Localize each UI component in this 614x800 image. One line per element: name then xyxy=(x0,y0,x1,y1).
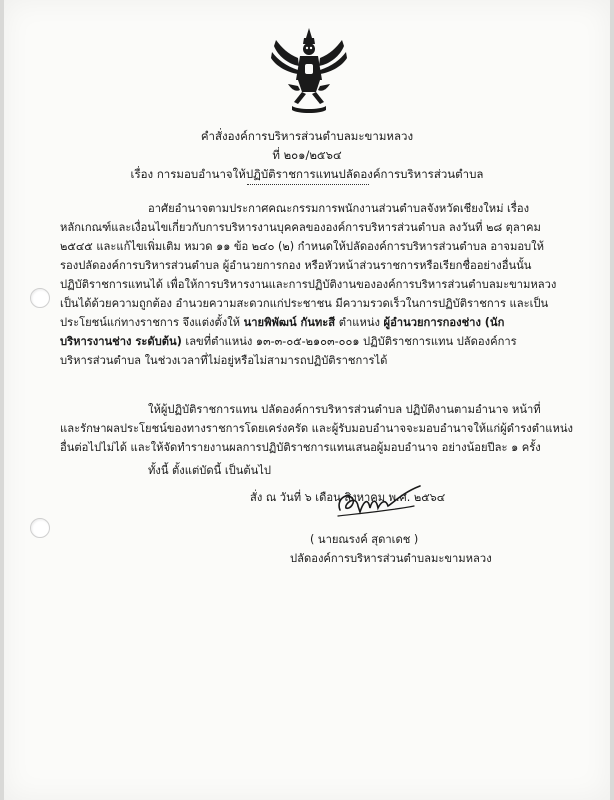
effective-statement: ทั้งนี้ ตั้งแต่บัดนี้ เป็นต้นไป xyxy=(148,464,272,477)
order-subject: เรื่อง การมอบอำนาจให้ปฏิบัติราชการแทนปลัดองค์การบริหารส่วนตำบล xyxy=(130,167,484,181)
order-number: ที่ ๒๐๑/๒๕๖๔ xyxy=(272,148,342,162)
signature xyxy=(334,480,426,522)
paragraph-line: อาศัยอำนาจตามประกาศคณะกรรมการพนักงานส่วนตำบลจังหวัดเชียงใหม่ เรื่อง xyxy=(148,202,530,215)
paragraph-line: หลักเกณฑ์และเงื่อนไขเกี่ยวกับการบริหารงานบุคคลขององค์การบริหารส่วนตำบล ลงวันที่ ๒๘ ตุลาคม xyxy=(60,221,541,234)
signer-title: ปลัดองค์การบริหารส่วนตำบลมะขามหลวง xyxy=(290,552,492,565)
paragraph-line: และรักษาผลประโยชน์ของทางราชการโดยเคร่งครัด และผู้รับมอบอำนาจจะมอบอำนาจให้แก่ผู้ดำรงตำแหน่ง xyxy=(60,422,573,435)
punch-hole xyxy=(30,288,50,308)
garuda-emblem-icon xyxy=(268,26,350,114)
text-run: เลขที่ตำแหน่ง ๑๓-๓-๐๕-๒๑๐๓-๐๐๑ ปฏิบัติราชการแทน ปลัดองค์การ xyxy=(181,335,517,348)
paragraph-line: บริหารส่วนตำบล ในช่วงเวลาที่ไม่อยู่หรือไม่สามารถปฏิบัติราชการได้ xyxy=(60,354,388,367)
punch-hole xyxy=(30,518,50,538)
paragraph-line: ๒๕๔๕ และแก้ไขเพิ่มเติม หมวด ๑๑ ข้อ ๒๔๐ (๒) กำหนดให้ปลัดองค์การบริหารส่วนตำบล อาจมอบให้ xyxy=(60,240,544,253)
paragraph-line: เป็นได้ด้วยความถูกต้อง อำนวยความสะดวกแก่ประชาชน มีความรวดเร็วในการปฏิบัติราชการ และเป็น xyxy=(60,297,549,310)
paragraph-line xyxy=(60,332,556,351)
paragraph-line: อื่นต่อไปไม่ได้ และให้จัดทำรายงานผลการปฏิบัติราชการแทนเสนอผู้มอบอำนาจ อย่างน้อยปีละ ๑ ครั้ง xyxy=(60,441,541,454)
appointee-name: นายพิพัฒน์ กันทะสี xyxy=(243,316,336,329)
text-run: ประโยชน์แก่ทางราชการ จึงแต่งตั้งให้ xyxy=(60,316,244,329)
paragraph-line: ให้ผู้ปฏิบัติราชการแทน ปลัดองค์การบริหารส่วนตำบล ปฏิบัติงานตามอำนาจ หน้าที่ xyxy=(148,403,541,416)
divider xyxy=(247,184,369,185)
ordered-date: สั่ง ณ วันที่ ๖ เดือน สิงหาคม พ.ศ. ๒๕๖๔ xyxy=(250,491,446,504)
paragraph-line: รองปลัดองค์การบริหารส่วนตำบล ผู้อำนวยการกอง หรือหัวหน้าส่วนราชการหรือเรียกชื่ออย่างอื่นนั้น xyxy=(60,259,532,272)
text-run: ตำแหน่ง xyxy=(335,316,384,329)
appointee-position-cont: บริหารงานช่าง ระดับต้น) xyxy=(60,335,182,348)
order-title: คำสั่งองค์การบริหารส่วนตำบลมะขามหลวง xyxy=(200,129,414,143)
paragraph-duties xyxy=(60,400,573,457)
signer-name: ( นายณรงค์ สุดาเดช ) xyxy=(310,533,419,546)
paragraph-line: ปฏิบัติราชการแทนได้ เพื่อให้การบริหารงานและการปฏิบัติงานขององค์การบริหารส่วนตำบลมะขามหลวง xyxy=(60,278,557,291)
paragraph-line xyxy=(60,313,556,332)
appointee-position: ผู้อำนวยการกองช่าง (นัก xyxy=(383,316,505,329)
paragraph-authority xyxy=(60,199,556,370)
